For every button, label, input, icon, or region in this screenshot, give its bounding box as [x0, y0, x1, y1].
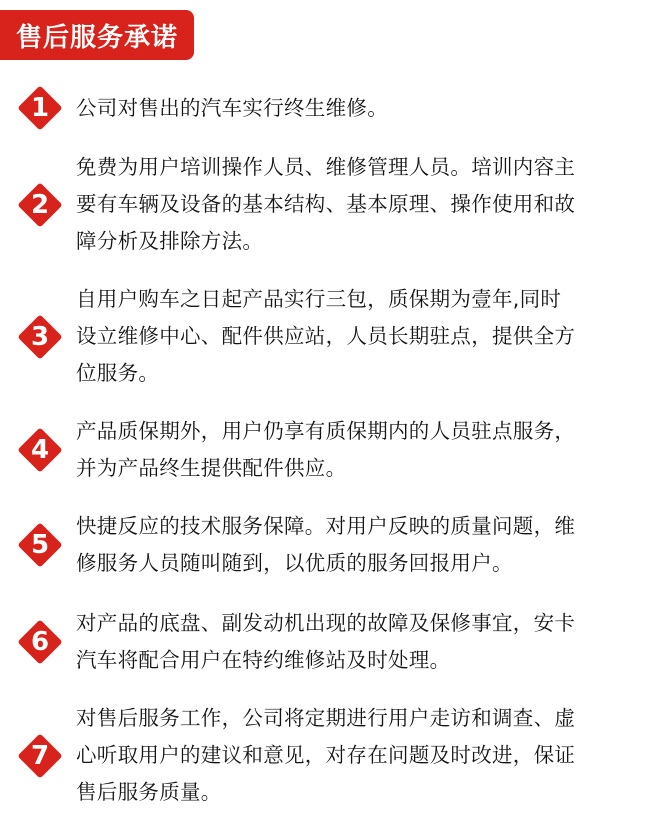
commitment-text	[76, 281, 638, 392]
commitment-item-7	[18, 700, 638, 811]
text-line: 产品质保期外，用户仍享有质保期内的人员驻点服务，	[76, 419, 576, 443]
badge-number: 3	[30, 321, 50, 352]
commitment-text	[76, 413, 638, 487]
badge-number: 5	[30, 530, 50, 560]
section-title: 售后服务承诺	[16, 22, 179, 53]
commitment-item-6	[18, 605, 638, 679]
text-line: 快捷反应的技术服务保障。对用户反映的质量问题，维	[76, 514, 576, 538]
text-line: 汽车将配合用户在特约维修站及时处理。	[76, 648, 451, 672]
badge-number: 7	[30, 740, 50, 771]
text-line: 要有车辆及设备的基本结构、基本原理、操作使用和故	[76, 192, 576, 216]
badge-number: 1	[30, 93, 50, 123]
text-line: 设立维修中心、配件供应站，人员长期驻点，提供全方	[76, 324, 576, 348]
badge-number: 6	[30, 627, 50, 657]
number-badge	[18, 734, 62, 778]
text-line: 自用户购车之日起产品实行三包，质保期为壹年,同时	[76, 287, 562, 311]
badge-number: 4	[30, 435, 50, 465]
number-badge	[18, 315, 62, 359]
commitment-text	[76, 700, 638, 811]
text-line: 售后服务质量。	[76, 780, 222, 804]
text-line: 心听取用户的建议和意见，对存在问题及时改进，保证	[76, 743, 576, 767]
number-badge	[18, 620, 62, 664]
commitment-item-3	[18, 281, 638, 392]
commitment-item-4	[18, 413, 638, 487]
text-line: 位服务。	[76, 361, 160, 385]
number-badge	[18, 86, 62, 130]
number-badge	[18, 428, 62, 472]
commitment-text	[76, 149, 638, 260]
badge-number: 2	[30, 189, 50, 220]
text-line: 并为产品终生提供配件供应。	[76, 456, 347, 480]
commitment-text	[76, 605, 638, 679]
text-line: 免费为用户培训操作人员、维修管理人员。培训内容主	[76, 155, 576, 179]
number-badge	[18, 523, 62, 567]
commitment-item-5	[18, 508, 638, 582]
commitment-item-1	[18, 86, 638, 130]
text-line: 公司对售出的汽车实行终生维修。	[76, 95, 388, 120]
text-line: 对产品的底盘、副发动机出现的故障及保修事宜，安卡	[76, 611, 576, 635]
text-line: 修服务人员随叫随到，以优质的服务回报用户。	[76, 551, 513, 575]
text-line: 对售后服务工作，公司将定期进行用户走访和调查、虚	[76, 706, 576, 730]
commitment-item-2	[18, 149, 638, 260]
number-badge	[18, 183, 62, 227]
text-line: 障分析及排除方法。	[76, 229, 264, 253]
commitment-text	[76, 508, 638, 582]
commitment-text	[76, 90, 638, 127]
